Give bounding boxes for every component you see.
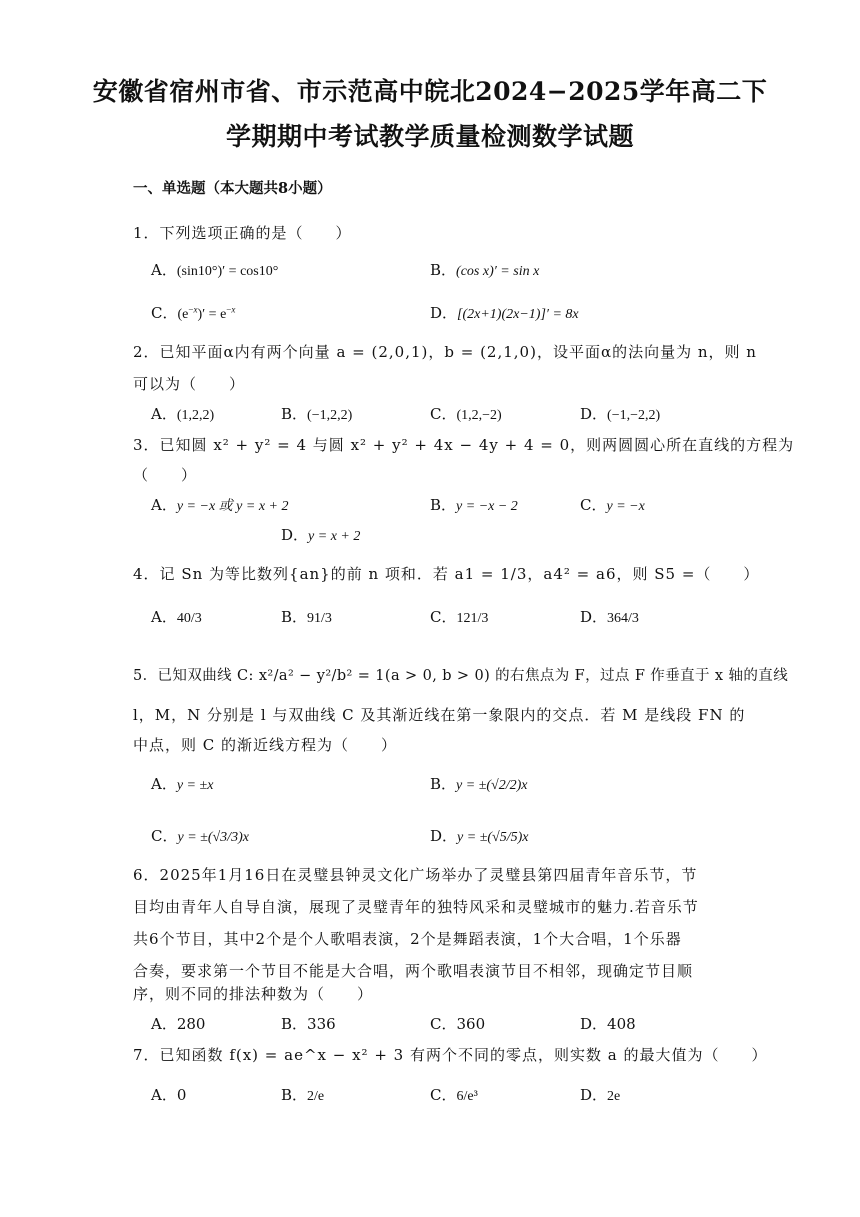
question-6-option-b: B．336 xyxy=(281,1015,336,1033)
question-2-option-a: A．(1,2,2) xyxy=(151,405,215,423)
question-6-stem-line1: 6．2025年1月16日在灵璧县钟灵文化广场举办了灵璧县第四届青年音乐节，节 xyxy=(133,866,698,884)
question-1-option-a: A．(sin10°)′ = cos10° xyxy=(151,261,279,279)
question-6-option-c: C．360 xyxy=(430,1015,486,1033)
question-4-stem: 4．记 Sn 为等比数列{an}的前 n 项和．若 a1 = 1/3，a4² = a6，则 S5 =（ ） xyxy=(133,565,760,583)
question-3-option-a: A．y = −x 或 y = x + 2 xyxy=(151,496,289,514)
page-title-line2: 学期期中考试教学质量检测数学试题 xyxy=(225,122,634,151)
question-7-option-a: A．0 xyxy=(151,1086,187,1104)
question-5-option-a: A．y = ±x xyxy=(151,775,214,793)
question-4-option-a: A．40/3 xyxy=(151,608,202,626)
question-7-option-b: B．2/e xyxy=(281,1086,325,1104)
question-6-stem-line5: 序，则不同的排法种数为（ ） xyxy=(133,985,374,1003)
question-1-option-d: D．[(2x+1)(2x−1)]′ = 8x xyxy=(430,304,579,322)
page-title-line1: 安徽省宿州市省、市示范高中皖北2024−2025学年高二下 xyxy=(92,77,768,106)
question-5-option-d: D．y = ±(√5/5)x xyxy=(430,827,529,845)
question-5-stem-line3: 中点，则 C 的渐近线方程为（ ） xyxy=(133,736,398,754)
question-7-stem: 7．已知函数 f(x) = ae^x − x² + 3 有两个不同的零点，则实数 a 的最大值为（ ） xyxy=(133,1046,768,1064)
question-2-option-c: C．(1,2,−2) xyxy=(430,405,502,423)
question-1-stem: 1．下列选项正确的是（ ） xyxy=(133,224,352,242)
question-6-option-d: D．408 xyxy=(580,1015,636,1033)
question-5-stem-line2: l，M，N 分别是 l 与双曲线 C 及其渐近线在第一象限内的交点．若 M 是线段 FN 的 xyxy=(133,706,746,724)
question-3-stem-line1: 3．已知圆 x² + y² = 4 与圆 x² + y² + 4x − 4y + 4 = 0，则两圆圆心所在直线的方程为 xyxy=(133,436,795,454)
question-6-stem-line2: 目均由青年人自导自演，展现了灵璧青年的独特风采和灵璧城市的魅力.若音乐节 xyxy=(133,898,699,916)
question-1-option-c: C．$(e^{-x})' = e^{-x}$ xyxy=(151,304,236,322)
question-2-stem-line1: 2．已知平面α内有两个向量 a = (2,0,1)，b = (2,1,0)，设平面α的法向量为 n，则 n xyxy=(133,343,757,361)
question-4-option-b: B．91/3 xyxy=(281,608,332,626)
question-6-stem-line4: 合奏，要求第一个节目不能是大合唱，两个歌唱表演节目不相邻，现确定节目顺 xyxy=(133,962,694,980)
question-4-option-c: C．121/3 xyxy=(430,608,489,626)
question-3-option-b: B．y = −x − 2 xyxy=(430,496,518,514)
question-5-option-c: C．y = ±(√3/3)x xyxy=(151,827,249,845)
section-heading: 一、单选题（本大题共8小题） xyxy=(133,180,332,197)
question-1-option-b: B．(cos x)′ = sin x xyxy=(430,261,540,279)
question-2-option-b: B．(−1,2,2) xyxy=(281,405,353,423)
question-4-option-d: D．364/3 xyxy=(580,608,639,626)
question-3-stem-line2: （ ） xyxy=(133,466,198,484)
question-2-option-d: D．(−1,−2,2) xyxy=(580,405,661,423)
question-6-option-a: A．280 xyxy=(151,1015,206,1033)
question-7-option-d: D．2e xyxy=(580,1086,621,1104)
question-6-stem-line3: 共6个节目，其中2个是个人歌唱表演，2个是舞蹈表演，1个大合唱，1个乐器 xyxy=(133,930,682,948)
question-7-option-c: C．6/e³ xyxy=(430,1086,478,1104)
question-5-stem-line1: 5．已知双曲线 C: x²/a² − y²/b² = 1(a > 0, b > 0) 的右焦点为 F，过点 F 作垂直于 x 轴的直线 xyxy=(133,668,789,684)
question-2-stem-line2: 可以为（ ） xyxy=(133,375,246,393)
question-3-option-d: D．y = x + 2 xyxy=(281,526,361,544)
question-5-option-b: B．y = ±(√2/2)x xyxy=(430,775,528,793)
question-3-option-c: C．y = −x xyxy=(580,496,645,514)
